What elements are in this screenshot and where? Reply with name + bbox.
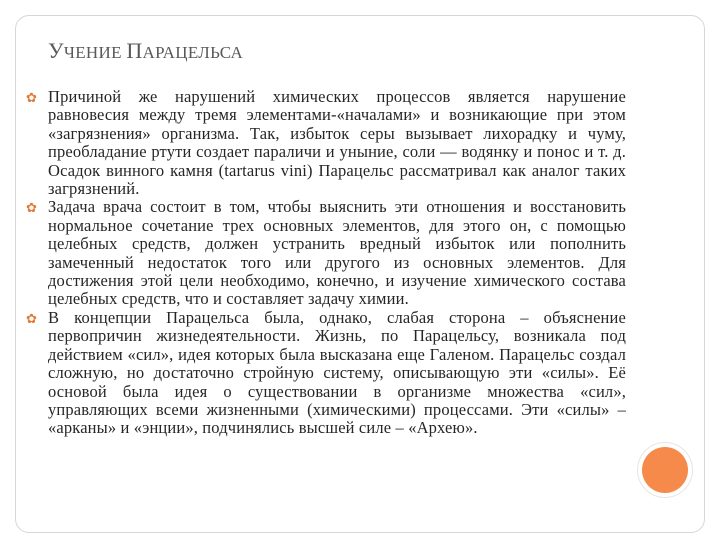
title-initial-2: П [126, 38, 143, 63]
bullet-item [26, 198, 626, 308]
title-rest-1: ЧЕНИЕ [63, 43, 127, 62]
bullet-text: Задача врача состоит в том, чтобы выяснить эти отношения и восстановить нормальное сочетание трех основных элементов, для этого он, с помощью целебных средств, должен устранить вредный избыток или пополнить замеченный недостаток того или другого из основных элементов. Для достижения этой цели необходимо, конечно, и изучение химического состава целебных средств, что и составляет задачу химии. [48, 197, 626, 309]
wreath-bullet-icon: ✿ [26, 200, 37, 216]
slide-title [48, 38, 243, 64]
bullet-list [26, 88, 626, 438]
wreath-bullet-icon: ✿ [26, 90, 37, 105]
bullet-text: Причиной же нарушений химических процессов является нарушение равновесия между тремя элементами-«началами» и возникающие при этом «загрязнения» организма. Так, избыток серы вызывает лихорадку и чуму, преобладание ртути создает параличи и уныние, соли — водянку и понос и т. д. Осадок винного камня (tartarus vini) Парацельс рассматривал как аналог таких загрязнений. [48, 87, 626, 199]
bullet-item [26, 309, 626, 438]
bullet-item [26, 88, 626, 198]
decorative-orange-circle [642, 447, 688, 493]
wreath-bullet-icon: ✿ [26, 310, 37, 326]
bullet-text: В концепции Парацельса была, однако, слабая сторона – объяснение первопричин жизнедеятельности. Жизнь, по Парацельсу, возникала под действием «сил», идея которых была высказана еще Галеном. Парацельс создал сложную, но достаточно стройную систему, описывающую эти «силы». Её основой была идея о существовании в организме множества «сил», управляющих всеми жизненными (химическими) процессами. Эти «силы» – «арканы» и «энции», подчинялись высшей силе – «Архею». [48, 307, 626, 438]
title-initial-1: У [48, 38, 64, 63]
title-rest-2: АРАЦЕЛЬСА [142, 43, 244, 62]
